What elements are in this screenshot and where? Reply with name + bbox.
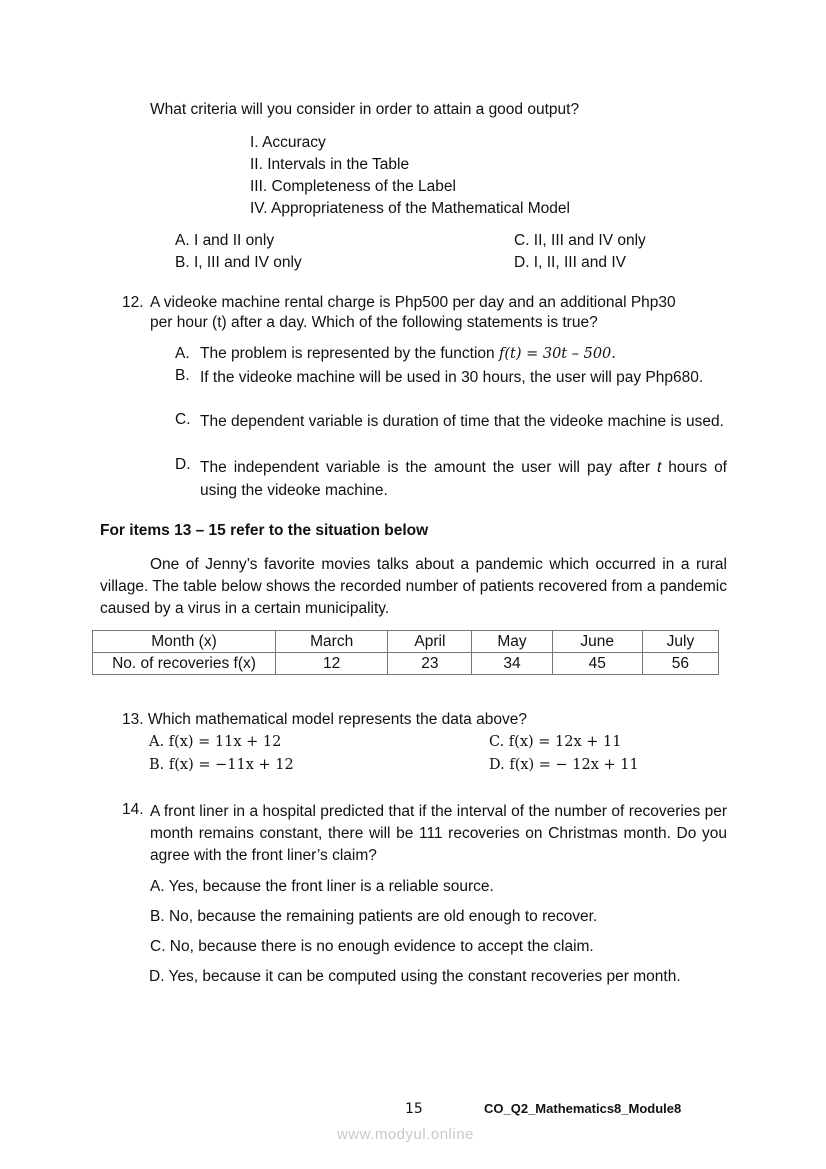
q12-number: 12. — [122, 294, 144, 311]
q12-choice-d-text-2: hours of using the videoke machine. — [200, 459, 727, 499]
table-cell-recoveries: 34 — [472, 653, 552, 675]
q11-criterion: III. Completeness of the Label — [250, 178, 456, 195]
q11-choice-b: B. I, III and IV only — [175, 254, 302, 271]
q14-number: 14. — [122, 801, 144, 818]
module-code: CO_Q2_Mathematics8_Module8 — [484, 1101, 682, 1116]
q12-choice-d — [200, 456, 727, 502]
q12-choice-c-label: C. — [175, 411, 191, 428]
q11-criterion: II. Intervals in the Table — [250, 156, 410, 173]
q14-choice-a: A. Yes, because the front liner is a reliable source. — [150, 878, 494, 895]
q11-criterion: IV. Appropriateness of the Mathematical Model — [250, 200, 570, 217]
q11-criterion: I. Accuracy — [250, 134, 326, 151]
section-heading: For items 13 – 15 refer to the situation below — [100, 522, 429, 539]
q13-choice-b: B. f(x) = −11x + 12 — [149, 757, 294, 773]
q14-choice-b: B. No, because the remaining patients are old enough to recover. — [150, 908, 598, 925]
q11-choice-a: A. I and II only — [175, 232, 275, 249]
q11-stem: What criteria will you consider in order to attain a good output? — [150, 101, 580, 118]
q14-stem: A front liner in a hospital predicted that if the interval of the number of recoveries per month remains constant, there will be 111 recoveries on Christmas month. Do you agree with the front liner’s claim? — [150, 803, 727, 864]
table-cell-month: March — [276, 631, 388, 653]
q13-stem: 13. Which mathematical model represents the data above? — [122, 711, 527, 728]
q13-choice-a: A. f(x) = 11x + 12 — [149, 734, 282, 750]
q12-choice-b: If the videoke machine will be used in 30 hours, the user will pay Php680. — [200, 369, 704, 386]
q12-choice-a-text: The problem is represented by the function — [200, 345, 499, 362]
watermark: www.modyul.online — [337, 1126, 474, 1143]
q12-choice-a-function: f(t) = 30t – 500. — [498, 346, 616, 362]
q12-choice-c: The dependent variable is duration of time that the videoke machine is used. — [200, 413, 724, 430]
table-cell-recoveries: 45 — [552, 653, 642, 675]
q11-choice-d: D. I, II, III and IV — [514, 254, 626, 271]
situation-paragraph: One of Jenny’s favorite movies talks about a pandemic which occurred in a rural village. The table below shows the recorded number of patients recovered from a pandemic caused by a virus in a certain municipality. — [100, 556, 727, 617]
table-header-recoveries: No. of recoveries f(x) — [93, 653, 276, 675]
q11-choice-c: C. II, III and IV only — [514, 232, 646, 249]
page-number: 15 — [405, 1101, 423, 1117]
recoveries-table — [92, 630, 719, 675]
table-cell-recoveries: 23 — [388, 653, 472, 675]
q13-choice-d: D. f(x) = − 12x + 11 — [489, 757, 639, 773]
q12-choice-b-label: B. — [175, 367, 190, 384]
q12-choice-d-text-1: The independent variable is the amount the user will pay after — [200, 459, 657, 476]
table-header-month: Month (x) — [93, 631, 276, 653]
table-cell-month: July — [642, 631, 718, 653]
q13-choice-c: C. f(x) = 12x + 11 — [489, 734, 622, 750]
table-cell-month: June — [552, 631, 642, 653]
q12-choice-d-variable: t — [656, 459, 662, 476]
table-cell-month: May — [472, 631, 552, 653]
q12-choice-d-label: D. — [175, 456, 191, 473]
q12-choice-a-label: A. — [175, 345, 190, 362]
table-row-months — [93, 631, 719, 653]
q12-stem-line2: per hour (t) after a day. Which of the following statements is true? — [150, 314, 598, 331]
q12-choice-a — [200, 345, 616, 363]
q12-stem-line1: A videoke machine rental charge is Php500 per day and an additional Php30 — [150, 294, 676, 311]
q14-choice-d: D. Yes, because it can be computed using the constant recoveries per month. — [149, 968, 681, 985]
table-cell-recoveries: 56 — [642, 653, 718, 675]
table-row-recoveries — [93, 653, 719, 675]
table-cell-recoveries: 12 — [276, 653, 388, 675]
table-cell-month: April — [388, 631, 472, 653]
q14-choice-c: C. No, because there is no enough evidence to accept the claim. — [150, 938, 594, 955]
